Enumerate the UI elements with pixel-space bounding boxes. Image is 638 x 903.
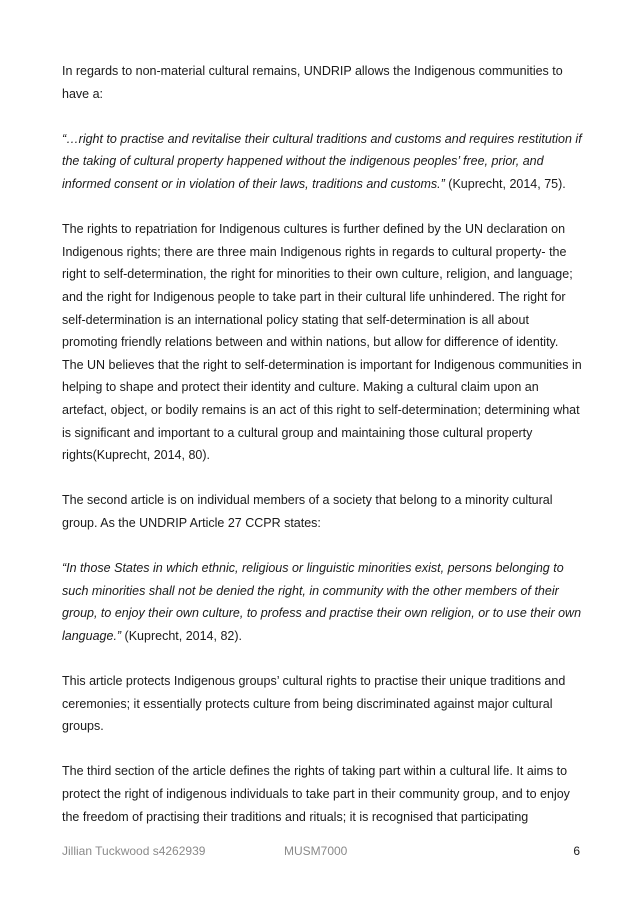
page-body <box>62 60 582 851</box>
paragraph-third-section: The third section of the article defines the rights of taking part within a cultural life. It aims to protect the right of indigenous individuals to take part in their community group, and to enjoy the freedom of practising their traditions and rituals; it is recognised that participating <box>62 764 570 824</box>
quote-block-1 <box>62 128 582 196</box>
quote-text-2: “In those States in which ethnic, religious or linguistic minorities exist, persons belonging to such minorities shall not be denied the right, in community with the other members of their group, to enjoy their own culture, to profess and practise their own religion, or to use their own language.” <box>62 561 582 643</box>
quote-block-2 <box>62 557 582 647</box>
footer-course-code: MUSM7000 <box>284 844 348 858</box>
quote-citation-1: (Kuprecht, 2014, 75). <box>444 176 566 191</box>
paragraph-article-protects: This article protects Indigenous groups’ cultural rights to practise their unique traditions and ceremonies; it essentially protects culture from being discriminated against major cultural groups. <box>62 674 566 734</box>
page-number: 6 <box>573 844 580 858</box>
footer-author: Jillian Tuckwood s4262939 <box>62 844 206 858</box>
paragraph-second-article: The second article is on individual members of a society that belong to a minority cultural group. As the UNDRIP Article 27 CCPR states: <box>62 493 553 530</box>
paragraph-rights: The rights to repatriation for Indigenous cultures is further defined by the UN declaration on Indigenous rights; there are three main Indigenous rights in regards to cultural property- the right to self-determination, the right for minorities to their own culture, religion, and language; and the right for Indigenous people to take part in their cultural life unhindered. The right for self-determination is an international policy stating that self-determination is all about promoting friendly relations between and within nations, but allow for difference of identity. The UN believes that the right to self-determination is important for Indigenous communities in helping to shape and protect their identity and culture. Making a cultural claim upon an artefact, object, or bodily remains is an act of this right to self-determination; determining what is significant and important to a cultural group and maintaining those cultural property rights(Kuprecht, 2014, 80). <box>62 222 582 463</box>
paragraph-intro: In regards to non-material cultural remains, UNDRIP allows the Indigenous communities to have a: <box>62 64 563 101</box>
quote-text-1: “…right to practise and revitalise their cultural traditions and customs and requires restitution if the taking of cultural property happened without the indigenous peoples’ free, prior, and informed consent or in violation of their laws, traditions and customs.” <box>62 131 582 191</box>
page-footer <box>62 844 582 862</box>
quote-citation-2: (Kuprecht, 2014, 82). <box>121 628 242 643</box>
